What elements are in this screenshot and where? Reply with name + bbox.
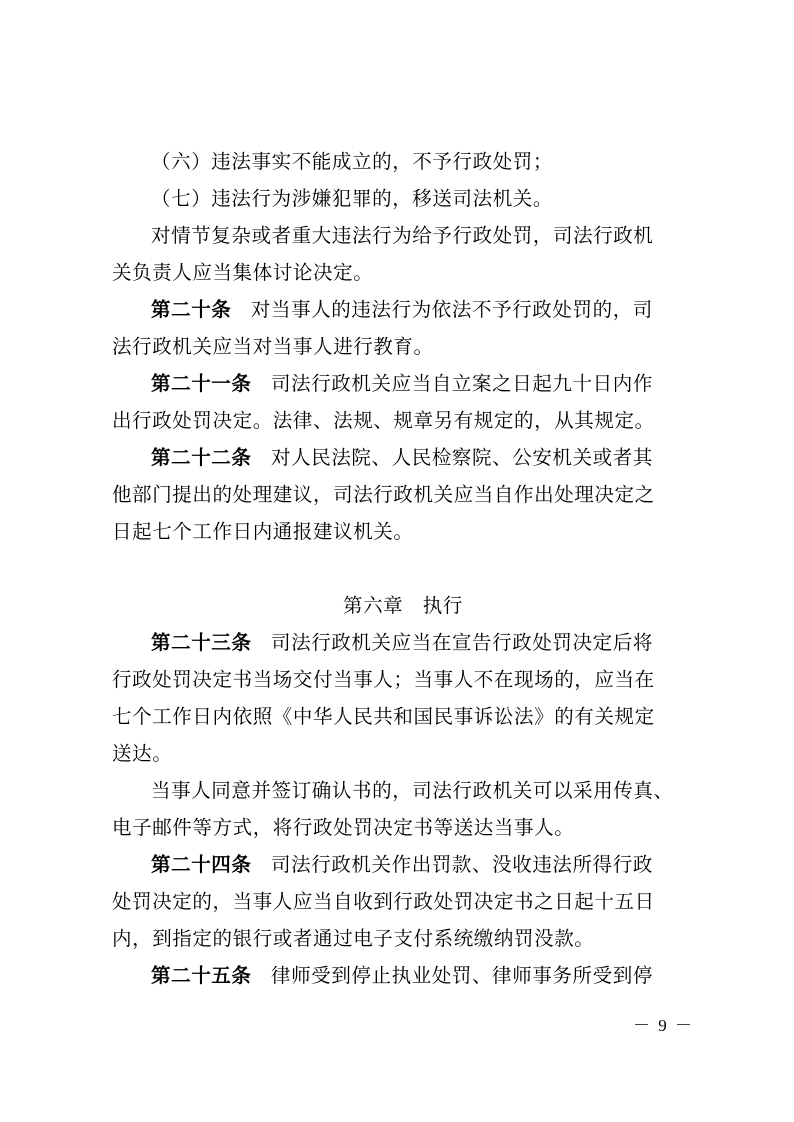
text-line: 关负责人应当集体讨论决定。 (112, 261, 374, 284)
text-line: 处罚决定的，当事人应当自收到行政处罚决定书之日起十五日 (112, 890, 655, 913)
article-number: 第二十五条 (151, 964, 252, 987)
paragraph-electronic-delivery (112, 772, 694, 846)
text-line: 当事人同意并签订确认书的，司法行政机关可以采用传真、 (151, 779, 674, 802)
article-22 (112, 439, 694, 550)
page-number: － 9 － (633, 1016, 694, 1035)
text-line: （七）违法行为涉嫌犯罪的，移送司法机关。 (151, 187, 554, 210)
article-23 (112, 624, 694, 772)
text-line: 对情节复杂或者重大违法行为给予行政处罚，司法行政机 (151, 224, 654, 247)
paragraph-collective-decision (112, 217, 694, 291)
text-line: 司法行政机关作出罚款、没收违法所得行政 (271, 853, 653, 876)
document-body (112, 143, 694, 994)
text-line: 律师受到停止执业处罚、律师事务所受到停 (271, 964, 653, 987)
text-line: 对人民法院、人民检察院、公安机关或者其 (271, 446, 653, 469)
text-line: 七个工作日内依照《中华人民共和国民事诉讼法》的有关规定 (112, 705, 655, 728)
article-21 (112, 365, 694, 439)
article-24 (112, 846, 694, 957)
text-line: 行政处罚决定书当场交付当事人；当事人不在现场的，应当在 (112, 668, 655, 691)
paragraph-item-7 (112, 180, 694, 217)
chapter-heading (112, 587, 694, 624)
text-line: 电子邮件等方式，将行政处罚决定书等送达当事人。 (112, 816, 575, 839)
text-line: 司法行政机关应当在宣告行政处罚决定后将 (271, 631, 653, 654)
text-line: 日起七个工作日内通报建议机关。 (112, 520, 414, 543)
chapter-number: 第六章 (342, 594, 404, 617)
text-line: 出行政处罚决定。法律、法规、规章另有规定的，从其规定。 (112, 409, 655, 432)
article-number: 第二十三条 (151, 631, 252, 654)
text-line: 内，到指定的银行或者通过电子支付系统缴纳罚没款。 (112, 927, 595, 950)
article-number: 第二十条 (151, 298, 232, 321)
paragraph-item-6 (112, 143, 694, 180)
text-line: 送达。 (112, 742, 173, 765)
article-20 (112, 291, 694, 365)
article-number: 第二十一条 (151, 372, 252, 395)
text-line: 法行政机关应当对当事人进行教育。 (112, 335, 434, 358)
article-number: 第二十二条 (151, 446, 252, 469)
article-25 (112, 957, 694, 994)
text-line: 对当事人的违法行为依法不予行政处罚的，司 (250, 298, 653, 321)
article-number: 第二十四条 (151, 853, 252, 876)
text-line: 司法行政机关应当自立案之日起九十日内作 (271, 372, 653, 395)
text-line: （六）违法事实不能成立的，不予行政处罚； (151, 150, 554, 173)
text-line: 他部门提出的处理建议，司法行政机关应当自作出处理决定之 (112, 483, 655, 506)
chapter-title: 执行 (422, 594, 463, 617)
